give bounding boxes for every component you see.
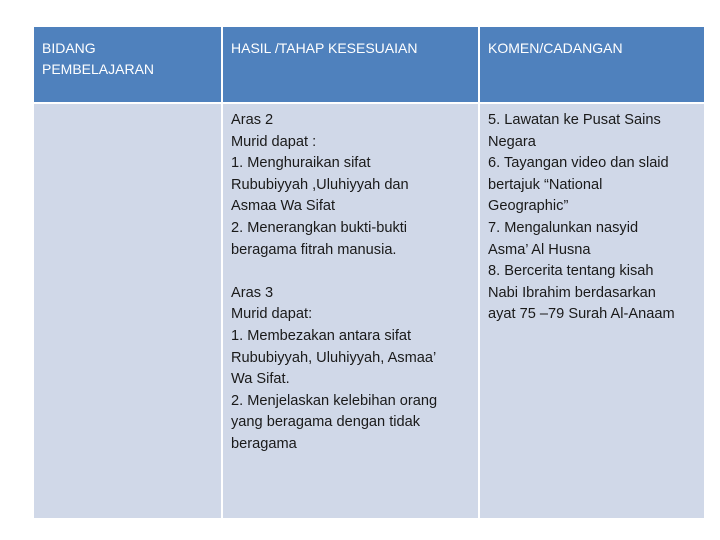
- text-line: Geographic”: [488, 198, 569, 215]
- cell-bidang-empty: [34, 104, 223, 520]
- header-text: PEMBELAJARAN: [42, 61, 155, 77]
- text-line: Murid dapat:: [231, 306, 313, 323]
- header-hasil-tahap-kesesuaian: [223, 27, 480, 104]
- text-line: 1. Membezakan antara sifat: [231, 327, 412, 344]
- text-line: Asmaa Wa Sifat: [231, 198, 336, 215]
- text-line: 7. Mengalunkan nasyid: [488, 219, 639, 236]
- text-line: 8. Bercerita tentang kisah: [488, 263, 654, 280]
- text-line: 6. Tayangan video dan slaid: [488, 155, 669, 172]
- header-komen-cadangan: [480, 27, 704, 104]
- text-line: Wa Sifat.: [231, 371, 290, 388]
- cell-hasil: [223, 104, 480, 520]
- header-text: KOMEN/CADANGAN: [488, 40, 623, 56]
- text-line: beragama: [231, 435, 297, 452]
- header-bidang-pembelajaran: [34, 27, 223, 104]
- text-line: Rububiyyah ,Uluhiyyah dan: [231, 176, 409, 193]
- text-line: Negara: [488, 133, 536, 150]
- text-line: Aras 2: [231, 112, 274, 128]
- text-line: Murid dapat :: [231, 133, 317, 150]
- text-line: bertajuk “National: [488, 176, 603, 193]
- cell-komen: [480, 104, 704, 520]
- header-text: BIDANG: [42, 40, 96, 56]
- text-line: 1. Menghuraikan sifat: [231, 155, 371, 172]
- text-line: beragama fitrah manusia.: [231, 241, 397, 258]
- text-line: Asma’ Al Husna: [488, 241, 591, 258]
- text-line: 2. Menjelaskan kelebihan orang: [231, 392, 438, 409]
- text-line: 5. Lawatan ke Pusat Sains: [488, 112, 661, 128]
- paragraph-gap: [231, 261, 470, 283]
- header-text: HASIL /TAHAP KESESUAIAN: [231, 40, 418, 56]
- text-line: ayat 75 –79 Surah Al-Anaam: [488, 306, 675, 323]
- text-line: Nabi Ibrahim berdasarkan: [488, 284, 656, 301]
- content-table: [34, 27, 704, 520]
- text-line: 2. Menerangkan bukti-bukti: [231, 219, 408, 236]
- text-line: Aras 3: [231, 284, 274, 301]
- text-line: yang beragama dengan tidak: [231, 414, 421, 431]
- text-line: Rububiyyah, Uluhiyyah, Asmaa’: [231, 349, 437, 366]
